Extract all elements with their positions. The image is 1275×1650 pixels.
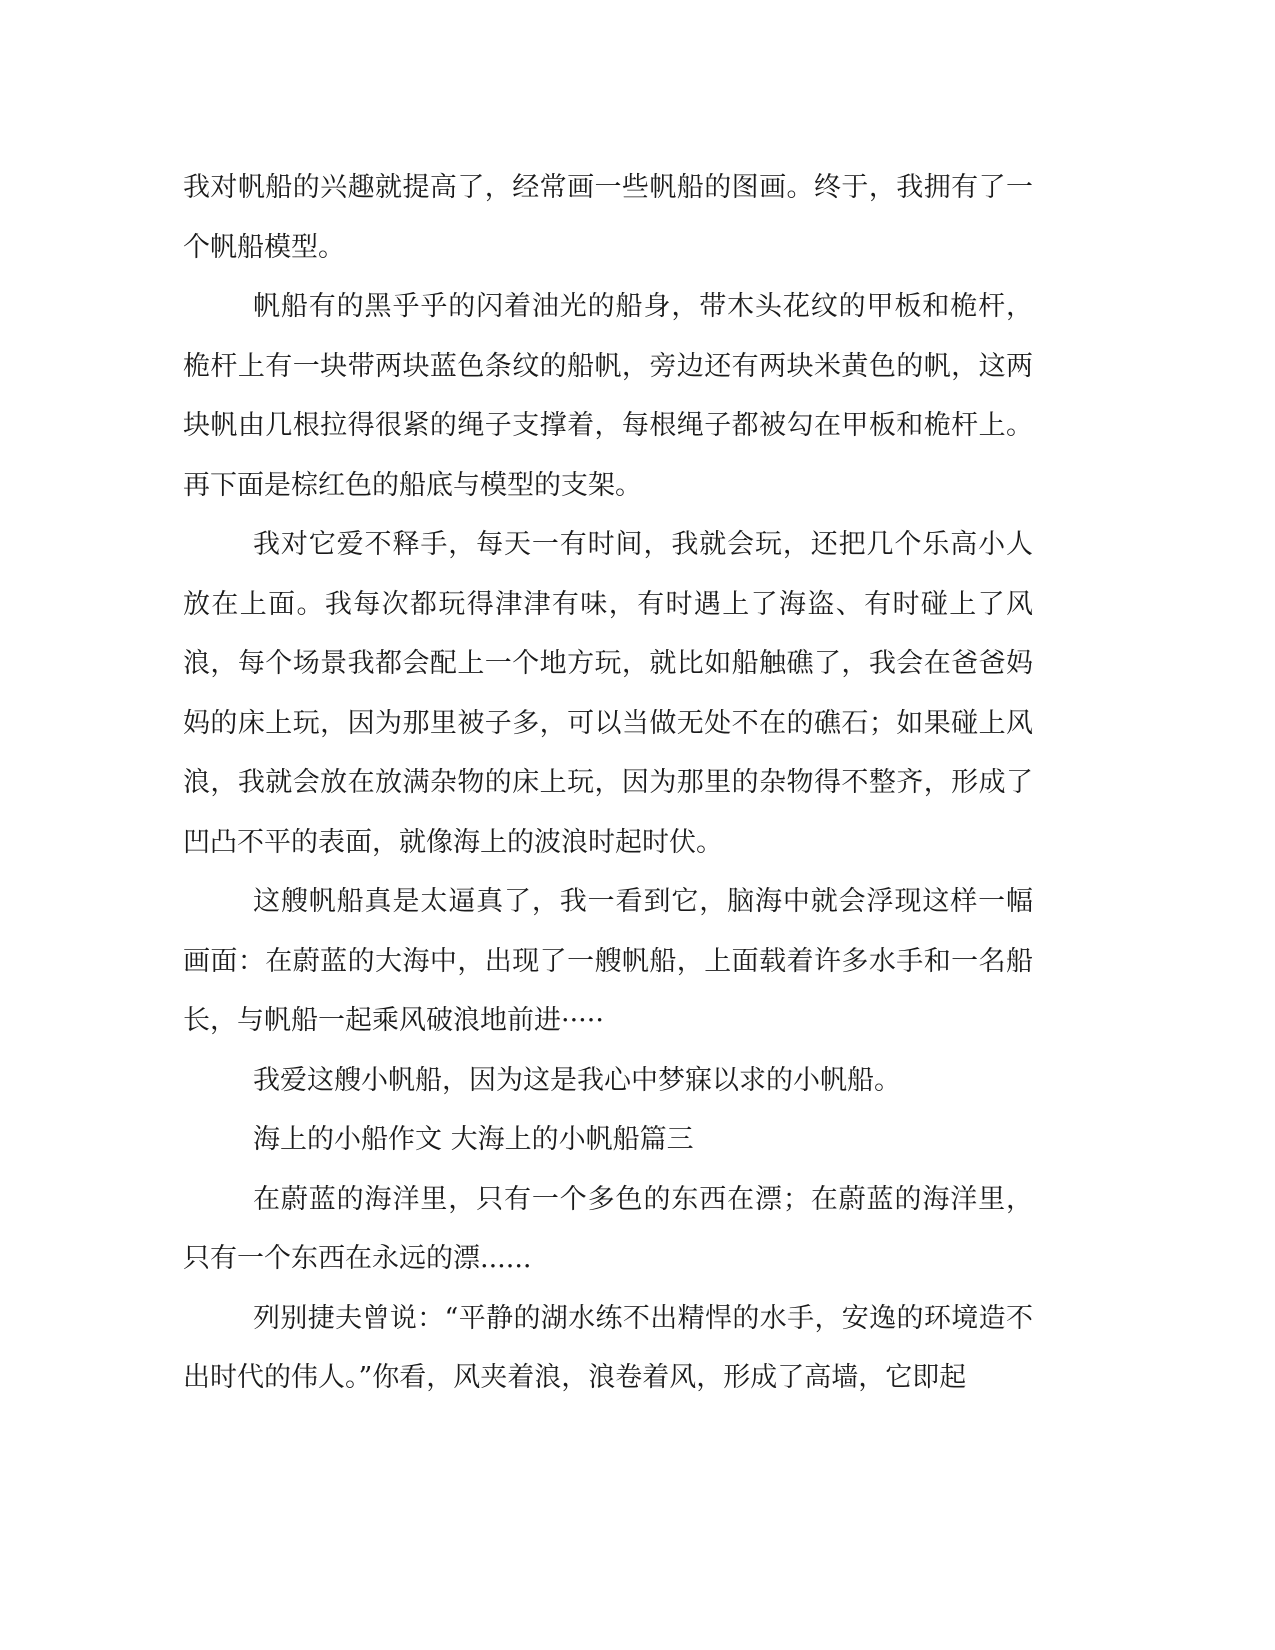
paragraph-7: 列别捷夫曾说：“平静的湖水练不出精悍的水手，安逸的环境造不出时代的伟人。”你看，风夹着浪，浪卷着风，形成了高墙，它即起 [183,1302,1033,1393]
paragraph-6: 在蔚蓝的海洋里，只有一个多色的东西在漂；在蔚蓝的海洋里，只有一个东西在永远的漂...... [183,1183,1033,1274]
paragraph-4: 这艘帆船真是太逼真了，我一看到它，脑海中就会浮现这样一幅画面：在蔚蓝的大海中，出现了一艘帆船，上面载着许多水手和一名船长，与帆船一起乘风破浪地前进····· [183,886,1033,1036]
paragraph-1: 我对帆船的兴趣就提高了，经常画一些帆船的图画。终于，我拥有了一个帆船模型。 [183,172,1033,263]
paragraph-3: 我对它爱不释手，每天一有时间，我就会玩，还把几个乐高小人放在上面。我每次都玩得津津有味，有时遇上了海盗、有时碰上了风浪，每个场景我都会配上一个地方玩，就比如船触礁了，我会在爸爸妈妈的床上玩，因为那里被子多，可以当做无处不在的礁石；如果碰上风浪，我就会放在放满杂物的床上玩，因为那里的杂物得不整齐，形成了凹凸不平的表面，就像海上的波浪时起时伏。 [183,529,1033,858]
section-heading: 海上的小船作文 大海上的小帆船篇三 [253,1124,694,1155]
paragraph-5: 我爱这艘小帆船，因为这是我心中梦寐以求的小帆船。 [253,1064,901,1096]
document-body [183,158,1033,1408]
paragraph-2: 帆船有的黑乎乎的闪着油光的船身，带木头花纹的甲板和桅杆，桅杆上有一块带两块蓝色条纹的船帆，旁边还有两块米黄色的帆，这两块帆由几根拉得很紧的绳子支撑着，每根绳子都被勾在甲板和桅杆上。再下面是棕红色的船底与模型的支架。 [183,291,1033,501]
